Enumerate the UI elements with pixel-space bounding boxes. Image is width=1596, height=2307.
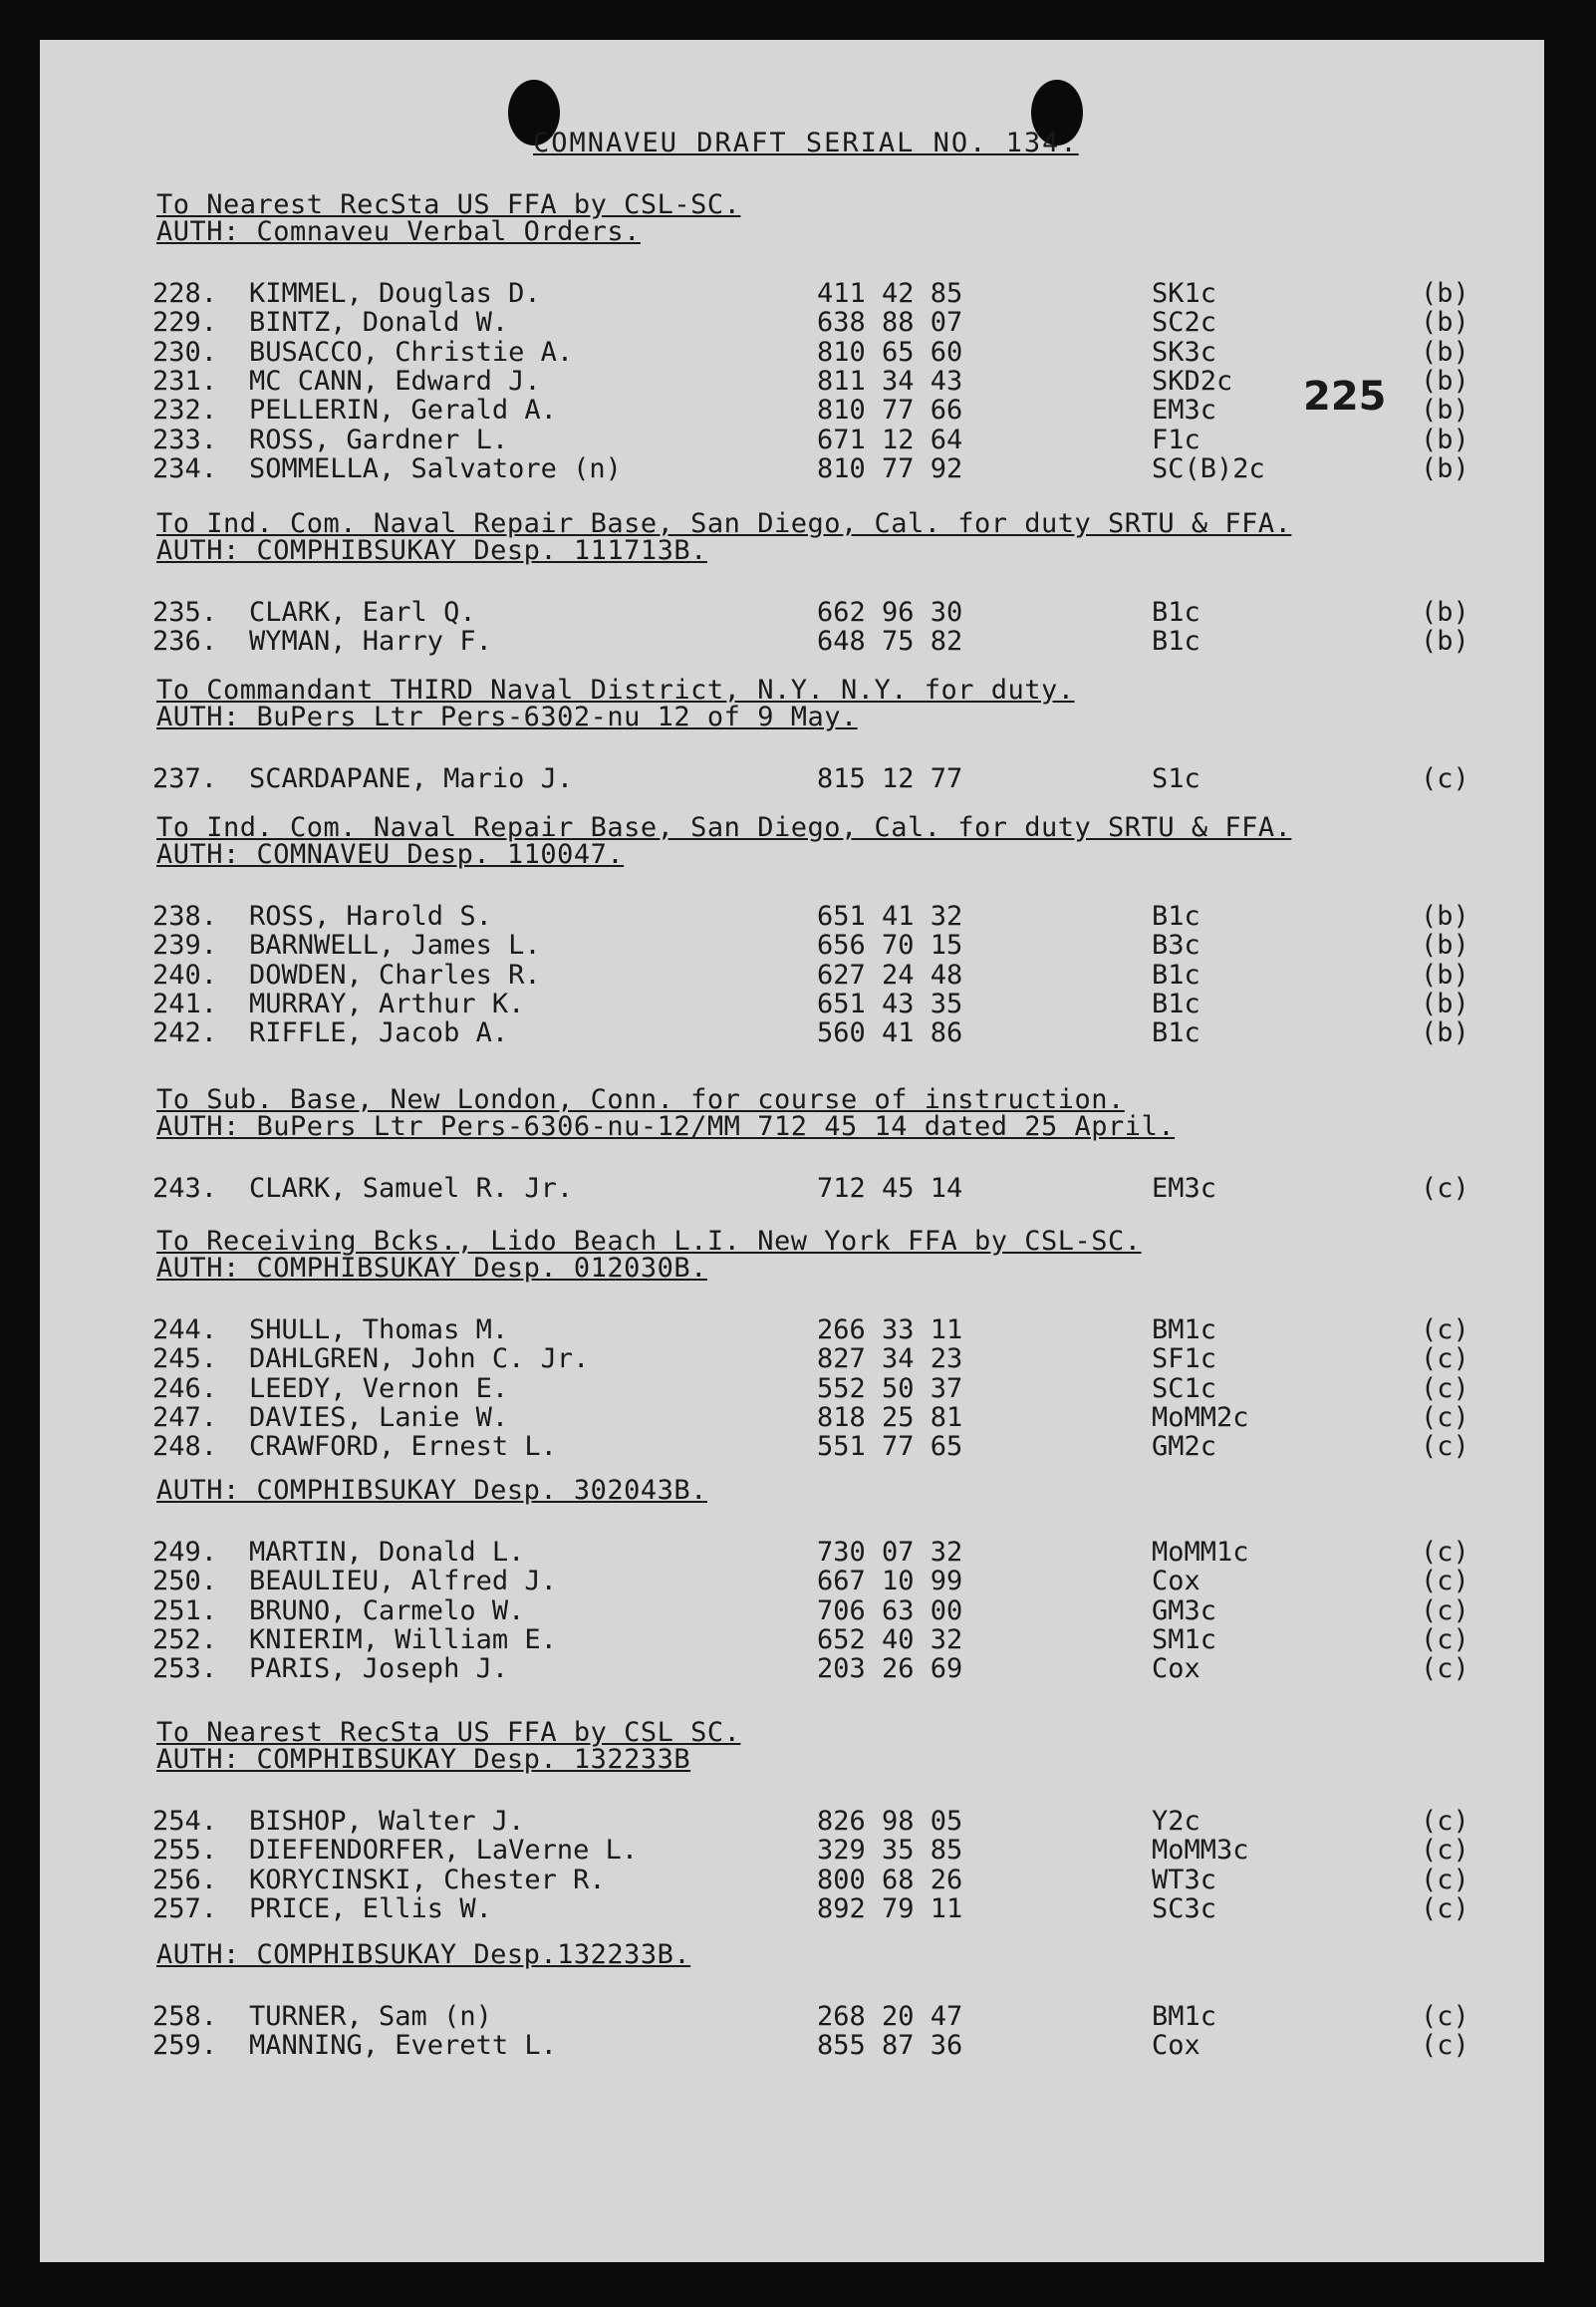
entry-service-number: 818 25 81	[817, 1401, 963, 1433]
roster-entry	[152, 1595, 1487, 1625]
entry-service-number: 892 79 11	[817, 1892, 963, 1924]
entry-name: CLARK, Earl Q.	[249, 597, 476, 628]
entry-service-number: 203 26 69	[817, 1653, 963, 1685]
entry-rate: Cox	[1152, 1566, 1200, 1597]
entry-code: (c)	[1421, 1372, 1469, 1404]
roster-entry	[152, 425, 1487, 454]
entry-name: LEEDY, Vernon E.	[249, 1372, 509, 1404]
entry-number: 256.	[152, 1864, 218, 1895]
roster-entry	[152, 1865, 1487, 1894]
section-destination: To Commandant THIRD Naval District, N.Y. N.Y. for duty.	[156, 675, 1075, 706]
entry-code: (c)	[1421, 1653, 1469, 1685]
entry-number: 246.	[152, 1372, 218, 1404]
entry-service-number: 826 98 05	[817, 1806, 963, 1837]
entry-code: (b)	[1421, 1017, 1469, 1049]
entry-code: (b)	[1421, 930, 1469, 962]
roster-entry	[152, 989, 1487, 1018]
entry-service-number: 827 34 23	[817, 1343, 963, 1375]
entry-rate: SF1c	[1152, 1343, 1217, 1375]
section-authority: AUTH: Comnaveu Verbal Orders.	[156, 216, 641, 247]
entry-number: 243.	[152, 1173, 218, 1204]
section-destination: To Ind. Com. Naval Repair Base, San Diego, Cal. for duty SRTU & FFA.	[156, 812, 1292, 843]
entry-rate: B1c	[1152, 597, 1200, 628]
entry-rate: GM2c	[1152, 1431, 1217, 1463]
entry-name: ROSS, Harold S.	[249, 901, 492, 932]
entry-service-number: 268 20 47	[817, 2001, 963, 2032]
entry-rate: Cox	[1152, 2030, 1200, 2062]
entry-code: (b)	[1421, 395, 1469, 427]
entry-rate: B1c	[1152, 1017, 1200, 1049]
entry-name: BRUNO, Carmelo W.	[249, 1594, 525, 1626]
entry-number: 251.	[152, 1594, 218, 1626]
entry-name: SCARDAPANE, Mario J.	[249, 763, 574, 794]
entry-rate: SC3c	[1152, 1892, 1217, 1924]
entry-service-number: 667 10 99	[817, 1566, 963, 1597]
entry-code: (c)	[1421, 1431, 1469, 1463]
entry-name: BINTZ, Donald W.	[249, 307, 509, 339]
roster-entry	[152, 930, 1487, 960]
roster-entry	[152, 2030, 1487, 2060]
section-destination: To Ind. Com. Naval Repair Base, San Diego, Cal. for duty SRTU & FFA.	[156, 508, 1292, 539]
entry-service-number: 266 33 11	[817, 1314, 963, 1345]
entry-name: RIFFLE, Jacob A.	[249, 1017, 509, 1049]
entry-service-number: 552 50 37	[817, 1372, 963, 1404]
entry-code: (c)	[1421, 1806, 1469, 1837]
section-authority: AUTH: COMNAVEU Desp. 110047.	[156, 839, 625, 870]
entry-number: 250.	[152, 1566, 218, 1597]
entry-name: WYMAN, Harry F.	[249, 626, 492, 658]
entry-code: (b)	[1421, 307, 1469, 339]
entry-code: (c)	[1421, 2030, 1469, 2062]
roster-entry	[152, 1431, 1487, 1461]
entry-number: 247.	[152, 1401, 218, 1433]
entry-rate: S1c	[1152, 763, 1200, 794]
section-destination: To Receiving Bcks., Lido Beach L.I. New York FFA by CSL-SC.	[156, 1226, 1142, 1257]
entry-service-number: 800 68 26	[817, 1864, 963, 1895]
entry-name: DOWDEN, Charles R.	[249, 959, 541, 991]
entry-service-number: 411 42 85	[817, 278, 963, 309]
roster-entry	[152, 366, 1487, 396]
page-number: 225	[1303, 374, 1387, 420]
entry-service-number: 730 07 32	[817, 1537, 963, 1568]
roster-entry	[152, 1624, 1487, 1654]
entry-service-number: 651 43 35	[817, 988, 963, 1019]
roster-entry	[152, 763, 1487, 793]
entry-code: (c)	[1421, 1401, 1469, 1433]
entry-name: BARNWELL, James L.	[249, 930, 541, 962]
entry-code: (b)	[1421, 597, 1469, 628]
entry-number: 237.	[152, 763, 218, 794]
entry-rate: MoMM2c	[1152, 1401, 1249, 1433]
entry-service-number: 811 34 43	[817, 365, 963, 397]
entry-code: (c)	[1421, 763, 1469, 794]
entry-service-number: 638 88 07	[817, 307, 963, 339]
entry-name: DAHLGREN, John C. Jr.	[249, 1343, 590, 1375]
entry-rate: SK3c	[1152, 336, 1217, 368]
entry-number: 233.	[152, 424, 218, 455]
entry-service-number: 671 12 64	[817, 424, 963, 455]
entry-name: KIMMEL, Douglas D.	[249, 278, 541, 309]
entry-code: (b)	[1421, 988, 1469, 1019]
entry-number: 258.	[152, 2001, 218, 2032]
entry-service-number: 855 87 36	[817, 2030, 963, 2062]
entry-code: (c)	[1421, 1566, 1469, 1597]
entry-number: 254.	[152, 1806, 218, 1837]
entry-number: 255.	[152, 1835, 218, 1867]
entry-service-number: 712 45 14	[817, 1173, 963, 1204]
entry-number: 244.	[152, 1314, 218, 1345]
section-authority: AUTH: COMPHIBSUKAY Desp.132233B.	[156, 1939, 691, 1970]
entry-rate: B1c	[1152, 988, 1200, 1019]
entry-name: PARIS, Joseph J.	[249, 1653, 509, 1685]
roster-entry	[152, 1893, 1487, 1923]
entry-service-number: 810 65 60	[817, 336, 963, 368]
entry-number: 230.	[152, 336, 218, 368]
entry-rate: GM3c	[1152, 1594, 1217, 1626]
entry-number: 235.	[152, 597, 218, 628]
entry-rate: SC2c	[1152, 307, 1217, 339]
entry-rate: Cox	[1152, 1653, 1200, 1685]
entry-rate: SKD2c	[1152, 365, 1233, 397]
document-page	[40, 40, 1544, 2262]
entry-number: 232.	[152, 395, 218, 427]
entry-code: (b)	[1421, 901, 1469, 932]
entry-rate: MoMM3c	[1152, 1835, 1249, 1867]
roster-entry	[152, 1537, 1487, 1567]
entry-number: 228.	[152, 278, 218, 309]
entry-name: SHULL, Thomas M.	[249, 1314, 509, 1345]
roster-entry	[152, 1314, 1487, 1344]
entry-service-number: 560 41 86	[817, 1017, 963, 1049]
entry-name: SOMMELLA, Salvatore (n)	[249, 452, 622, 484]
roster-entry	[152, 1653, 1487, 1683]
entry-service-number: 815 12 77	[817, 763, 963, 794]
roster-entry	[152, 597, 1487, 627]
section-authority: AUTH: COMPHIBSUKAY Desp. 132233B	[156, 1744, 691, 1775]
entry-rate: EM3c	[1152, 1173, 1217, 1204]
section-destination: To Nearest RecSta US FFA by CSL-SC.	[156, 189, 741, 220]
entry-name: MANNING, Everett L.	[249, 2030, 557, 2062]
entry-code: (c)	[1421, 1537, 1469, 1568]
entry-rate: SM1c	[1152, 1623, 1217, 1655]
section-authority: AUTH: BuPers Ltr Pers-6306-nu-12/MM 712 45 14 dated 25 April.	[156, 1111, 1176, 1142]
entry-service-number: 810 77 92	[817, 452, 963, 484]
roster-entry	[152, 1566, 1487, 1595]
entry-rate: WT3c	[1152, 1864, 1217, 1895]
entry-service-number: 651 41 32	[817, 901, 963, 932]
entry-number: 245.	[152, 1343, 218, 1375]
entry-code: (c)	[1421, 1864, 1469, 1895]
entry-number: 239.	[152, 930, 218, 962]
entry-code: (c)	[1421, 1892, 1469, 1924]
entry-service-number: 656 70 15	[817, 930, 963, 962]
entry-rate: SK1c	[1152, 278, 1217, 309]
entry-service-number: 662 96 30	[817, 597, 963, 628]
entry-number: 252.	[152, 1623, 218, 1655]
entry-service-number: 551 77 65	[817, 1431, 963, 1463]
roster-entry	[152, 1017, 1487, 1047]
roster-entry	[152, 626, 1487, 656]
entry-code: (b)	[1421, 424, 1469, 455]
roster-entry	[152, 1402, 1487, 1432]
entry-rate: BM1c	[1152, 1314, 1217, 1345]
roster-entry	[152, 395, 1487, 425]
roster-entry	[152, 278, 1487, 308]
entry-code: (c)	[1421, 1173, 1469, 1204]
entry-name: ROSS, Gardner L.	[249, 424, 509, 455]
entry-service-number: 652 40 32	[817, 1623, 963, 1655]
entry-service-number: 329 35 85	[817, 1835, 963, 1867]
entry-number: 238.	[152, 901, 218, 932]
entry-code: (c)	[1421, 1343, 1469, 1375]
entry-number: 257.	[152, 1892, 218, 1924]
entry-rate: B1c	[1152, 959, 1200, 991]
entry-rate: B1c	[1152, 626, 1200, 658]
entry-name: MARTIN, Donald L.	[249, 1537, 525, 1568]
entry-name: CRAWFORD, Ernest L.	[249, 1431, 557, 1463]
section-authority: AUTH: COMPHIBSUKAY Desp. 111713B.	[156, 535, 707, 566]
entry-code: (b)	[1421, 626, 1469, 658]
roster-entry	[152, 1373, 1487, 1403]
entry-name: BEAULIEU, Alfred J.	[249, 1566, 557, 1597]
entry-name: BUSACCO, Christie A.	[249, 336, 574, 368]
entry-number: 249.	[152, 1537, 218, 1568]
roster-entry	[152, 1173, 1487, 1203]
entry-name: MURRAY, Arthur K.	[249, 988, 525, 1019]
entry-name: KORYCINSKI, Chester R.	[249, 1864, 606, 1895]
document-title: COMNAVEU DRAFT SERIAL NO. 134.	[533, 128, 1079, 158]
entry-rate: SC(B)2c	[1152, 452, 1265, 484]
entry-number: 248.	[152, 1431, 218, 1463]
entry-rate: BM1c	[1152, 2001, 1217, 2032]
entry-code: (c)	[1421, 1314, 1469, 1345]
section-authority: AUTH: COMPHIBSUKAY Desp. 302043B.	[156, 1475, 707, 1506]
entry-code: (b)	[1421, 959, 1469, 991]
entry-name: PRICE, Ellis W.	[249, 1892, 492, 1924]
entry-number: 236.	[152, 626, 218, 658]
roster-entry	[152, 307, 1487, 337]
entry-name: BISHOP, Walter J.	[249, 1806, 525, 1837]
roster-entry	[152, 1343, 1487, 1373]
section-destination: To Nearest RecSta US FFA by CSL SC.	[156, 1717, 741, 1748]
entry-name: MC CANN, Edward J.	[249, 365, 541, 397]
entry-service-number: 810 77 66	[817, 395, 963, 427]
entry-code: (c)	[1421, 1835, 1469, 1867]
entry-number: 242.	[152, 1017, 218, 1049]
roster-entry	[152, 1835, 1487, 1865]
entry-code: (b)	[1421, 365, 1469, 397]
entry-service-number: 627 24 48	[817, 959, 963, 991]
entry-rate: MoMM1c	[1152, 1537, 1249, 1568]
entry-rate: SC1c	[1152, 1372, 1217, 1404]
roster-entry	[152, 901, 1487, 931]
entry-code: (b)	[1421, 336, 1469, 368]
entry-service-number: 648 75 82	[817, 626, 963, 658]
entry-name: TURNER, Sam (n)	[249, 2001, 492, 2032]
entry-number: 241.	[152, 988, 218, 1019]
entry-rate: B1c	[1152, 901, 1200, 932]
entry-service-number: 706 63 00	[817, 1594, 963, 1626]
entry-number: 240.	[152, 959, 218, 991]
roster-entry	[152, 2001, 1487, 2031]
entry-code: (c)	[1421, 1623, 1469, 1655]
entry-number: 253.	[152, 1653, 218, 1685]
entry-name: CLARK, Samuel R. Jr.	[249, 1173, 574, 1204]
entry-name: DAVIES, Lanie W.	[249, 1401, 509, 1433]
entry-code: (b)	[1421, 452, 1469, 484]
entry-name: PELLERIN, Gerald A.	[249, 395, 557, 427]
entry-name: DIEFENDORFER, LaVerne L.	[249, 1835, 639, 1867]
entry-number: 259.	[152, 2030, 218, 2062]
roster-entry	[152, 337, 1487, 367]
roster-entry	[152, 453, 1487, 483]
entry-number: 229.	[152, 307, 218, 339]
entry-rate: F1c	[1152, 424, 1200, 455]
roster-entry	[152, 1806, 1487, 1836]
section-destination: To Sub. Base, New London, Conn. for course of instruction.	[156, 1084, 1125, 1115]
entry-name: KNIERIM, William E.	[249, 1623, 557, 1655]
section-authority: AUTH: BuPers Ltr Pers-6302-nu 12 of 9 May.	[156, 702, 858, 732]
entry-code: (c)	[1421, 2001, 1469, 2032]
entry-rate: EM3c	[1152, 395, 1217, 427]
entry-code: (c)	[1421, 1594, 1469, 1626]
entry-number: 234.	[152, 452, 218, 484]
roster-entry	[152, 960, 1487, 990]
entry-code: (b)	[1421, 278, 1469, 309]
entry-rate: B3c	[1152, 930, 1200, 962]
section-authority: AUTH: COMPHIBSUKAY Desp. 012030B.	[156, 1253, 707, 1284]
entry-number: 231.	[152, 365, 218, 397]
entry-rate: Y2c	[1152, 1806, 1200, 1837]
